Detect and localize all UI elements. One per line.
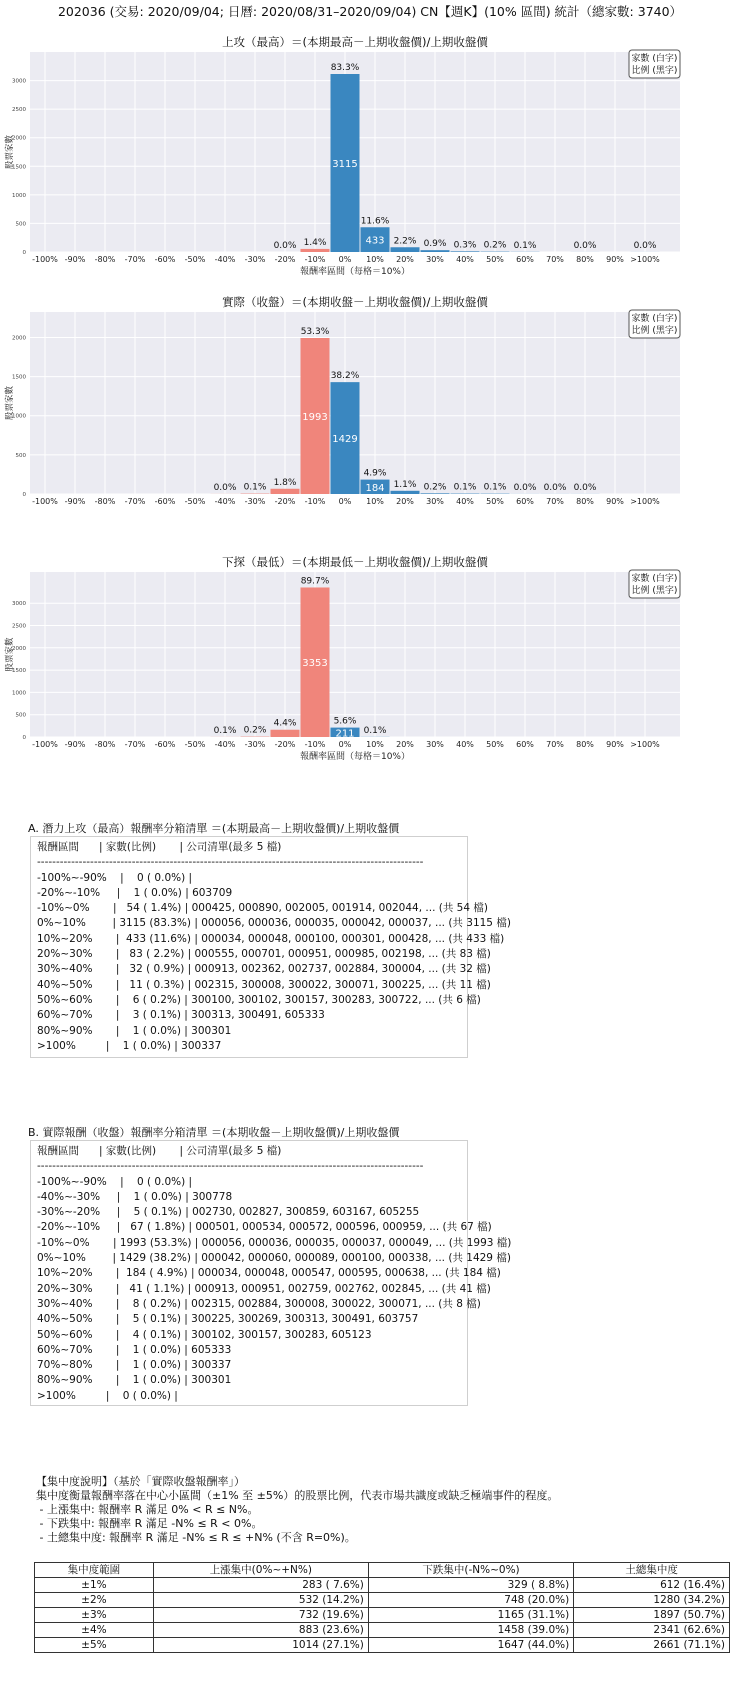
y-tick-label: 1500 [12, 164, 26, 171]
x-tick-label: 20% [396, 497, 414, 505]
bar [391, 491, 420, 494]
low-return-chart [0, 540, 740, 802]
y-tick-label: 2000 [12, 645, 26, 652]
x-tick-label: 50% [486, 497, 504, 505]
y-axis-label: 股票家數 [5, 385, 15, 421]
bar [271, 730, 300, 737]
legend-note: 比例 (黑字) [631, 66, 678, 76]
x-tick-label: 0% [338, 255, 352, 264]
list-line: 30%~40% | 32 ( 0.9%) | 000913, 002362, 002737, 002884, 300004, ... (共 32 檔) [37, 963, 491, 976]
x-tick-label: 10% [366, 497, 384, 505]
bar-pct-label: 11.6% [360, 216, 390, 227]
x-tick-label: -90% [64, 255, 86, 264]
table-cell: ±2% [35, 1593, 154, 1608]
y-axis-label: 股票家數 [5, 637, 15, 672]
y-tick-label: 2000 [12, 135, 26, 142]
x-tick-label: -100% [32, 255, 58, 264]
bar-pct-label: 0.2% [243, 725, 267, 736]
bar [421, 493, 450, 494]
table-cell: 1165 (31.1%) [368, 1608, 573, 1623]
bar-pct-label: 0.1% [243, 482, 267, 493]
table-header-cell: 集中度範圍 [35, 1563, 154, 1578]
plot-background [30, 572, 680, 740]
x-tick-label: >100% [630, 497, 660, 505]
x-tick-label: 70% [546, 740, 564, 749]
x-tick-label: 60% [516, 740, 534, 749]
list-line: 80%~90% | 1 ( 0.0%) | 300301 [37, 1374, 232, 1387]
x-tick-label: 60% [516, 497, 534, 505]
list-line: 報酬區間 | 家數(比例) | 公司清單(最多 5 檔) [37, 1145, 282, 1157]
x-tick-label: -50% [184, 497, 206, 505]
x-tick-label: -50% [184, 255, 206, 264]
bar-pct-label: 0.0% [543, 482, 567, 493]
table-cell: 1014 (27.1%) [153, 1638, 368, 1653]
bar-pct-label: 0.0% [273, 241, 297, 251]
x-tick-label: -60% [154, 497, 176, 505]
bar-pct-label: 0.9% [423, 239, 447, 250]
section-b-list [30, 1140, 512, 1406]
section-a-list [30, 836, 511, 1058]
bar-count-label: 184 [365, 482, 385, 494]
x-tick-label: -30% [244, 255, 266, 264]
bar-pct-label: 1.4% [303, 237, 327, 248]
list-line: 80%~90% | 1 ( 0.0%) | 300301 [37, 1024, 232, 1037]
x-tick-label: -80% [94, 497, 116, 505]
list-line: 50%~60% | 4 ( 0.1%) | 300102, 300157, 300283, 605123 [37, 1328, 372, 1341]
bar [421, 250, 450, 252]
y-tick-label: 3000 [12, 78, 26, 85]
x-tick-label: -60% [154, 740, 176, 749]
x-tick-label: -70% [124, 255, 146, 264]
list-line: -10%~0% | 1993 (53.3%) | 000056, 000036, 000035, 000037, 000049, ... (共 1993 檔) [37, 1236, 512, 1249]
x-tick-label: -20% [274, 740, 296, 749]
x-tick-label: 90% [606, 740, 624, 749]
bar-pct-label: 53.3% [300, 326, 330, 337]
bar-pct-label: 0.1% [363, 725, 387, 736]
concentration-table-header [35, 1563, 730, 1578]
bar-count-label: 211 [335, 728, 355, 740]
table-cell: 283 ( 7.6%) [153, 1578, 368, 1593]
x-tick-label: -10% [304, 255, 326, 264]
x-tick-label: 50% [486, 740, 504, 749]
high-return-chart [0, 20, 740, 282]
bar-pct-label: 0.1% [513, 240, 537, 251]
table-cell: 329 ( 8.8%) [368, 1578, 573, 1593]
x-tick-label: 80% [576, 740, 594, 749]
bar-count-label: 1429 [332, 434, 358, 446]
x-tick-label: -40% [214, 497, 236, 505]
x-tick-label: -90% [64, 497, 86, 505]
list-line: -10%~0% | 54 ( 1.4%) | 000425, 000890, 002005, 001914, 002044, ... (共 54 檔) [37, 902, 488, 915]
list-line: 10%~20% | 433 (11.6%) | 000034, 000048, 000100, 000301, 000428, ... (共 433 檔) [37, 932, 505, 945]
list-line: -20%~-10% | 67 ( 1.8%) | 000501, 000534, 000572, 000596, 000959, ... (共 67 檔) [37, 1221, 492, 1234]
x-tick-label: >100% [630, 740, 660, 749]
bar-pct-label: 89.7% [300, 576, 330, 587]
table-cell: 1897 (50.7%) [574, 1608, 730, 1623]
x-tick-label: 60% [516, 255, 534, 264]
table-row [35, 1593, 730, 1608]
x-tick-label: -60% [154, 255, 176, 264]
x-tick-label: 80% [576, 497, 594, 505]
x-tick-label: 10% [366, 740, 384, 749]
section-b-title: B. 實際報酬（收盤）報酬率分箱清單 ＝(本期收盤－上期收盤價)/上期收盤價 [28, 1126, 400, 1139]
x-axis-label: 報酬率區間（每格＝10%） [299, 267, 411, 277]
table-row [35, 1608, 730, 1623]
y-tick-label: 1500 [12, 668, 26, 675]
x-tick-label: 30% [426, 497, 444, 505]
bar-pct-label: 1.1% [393, 479, 417, 490]
table-cell: 1647 (44.0%) [368, 1638, 573, 1653]
x-tick-label: -30% [244, 497, 266, 505]
list-line: 60%~70% | 3 ( 0.1%) | 300313, 300491, 605333 [37, 1009, 325, 1022]
table-row [35, 1578, 730, 1593]
list-line: -20%~-10% | 1 ( 0.0%) | 603709 [37, 886, 233, 899]
bar-pct-label: 0.0% [573, 482, 597, 493]
y-tick-label: 1000 [12, 413, 26, 420]
list-line: 報酬區間 | 家數(比例) | 公司清單(最多 5 檔) [37, 841, 282, 853]
x-tick-label: -80% [94, 740, 116, 749]
x-tick-label: 90% [606, 255, 624, 264]
bar-count-label: 1993 [302, 411, 328, 423]
section-a-title: A. 潛力上攻（最高）報酬率分箱清單 ＝(本期最高－上期收盤價)/上期收盤價 [28, 822, 400, 835]
x-tick-label: 30% [426, 740, 444, 749]
list-line: -30%~-20% | 5 ( 0.1%) | 002730, 002827, 300859, 603167, 605255 [37, 1206, 420, 1219]
bar-pct-label: 0.1% [483, 482, 507, 493]
x-tick-label: 0% [338, 497, 352, 505]
page-title: 202036 (交易: 2020/09/04; 日曆: 2020/08/31–2020/09/04) CN【週K】(10% 區間) 統計（總家數: 3740） [57, 4, 683, 19]
list-line: 60%~70% | 1 ( 0.0%) | 605333 [37, 1343, 232, 1356]
x-tick-label: -70% [124, 740, 146, 749]
list-line: 0%~10% | 3115 (83.3%) | 000056, 000036, 000035, 000042, 000037, ... (共 3115 檔) [37, 917, 511, 930]
bar-pct-label: 0.3% [453, 240, 477, 251]
bar [391, 247, 420, 252]
list-line: >100% | 0 ( 0.0%) | [37, 1389, 178, 1402]
table-header-cell: 下跌集中(-N%~0%) [368, 1563, 573, 1578]
x-tick-label: >100% [630, 255, 660, 264]
y-tick-label: 2500 [12, 107, 26, 114]
legend-note: 家數 (白字) [631, 314, 678, 324]
list-line: >100% | 1 ( 0.0%) | 300337 [37, 1039, 222, 1052]
bar [271, 489, 300, 494]
y-tick-label: 0 [22, 492, 26, 498]
x-tick-label: 90% [606, 497, 624, 505]
bar-pct-label: 38.2% [330, 371, 360, 382]
table-cell: 732 (19.6%) [153, 1608, 368, 1623]
list-line: -100%~-90% | 0 ( 0.0%) | [37, 1175, 193, 1188]
x-tick-label: 30% [426, 255, 444, 264]
concentration-note-line: - 土總集中度: 報酬率 R 滿足 -N% ≤ R ≤ +N% (不含 R=0%)。 [36, 1531, 356, 1544]
y-tick-label: 500 [15, 221, 26, 228]
table-cell: 1458 (39.0%) [368, 1623, 573, 1638]
y-tick-label: 2500 [12, 623, 26, 630]
list-line: -40%~-30% | 1 ( 0.0%) | 300778 [37, 1190, 233, 1203]
x-tick-label: 80% [576, 255, 594, 264]
bar-pct-label: 5.6% [333, 716, 357, 727]
table-header-cell: 上漲集中(0%~+N%) [153, 1563, 368, 1578]
x-tick-label: -10% [304, 740, 326, 749]
table-cell: 1280 (34.2%) [574, 1593, 730, 1608]
bar-count-label: 433 [365, 235, 385, 247]
table-cell: ±5% [35, 1638, 154, 1653]
x-tick-label: 10% [366, 255, 384, 264]
x-tick-label: -90% [64, 740, 86, 749]
chart-title: 上攻（最高）＝(本期最高－上期收盤價)/上期收盤價 [222, 35, 488, 49]
list-line: ------------------------------------------------------------------------------------------------------ [37, 1160, 424, 1173]
table-row [35, 1623, 730, 1638]
y-tick-label: 1500 [12, 374, 26, 381]
y-axis-label: 股票家數 [5, 134, 15, 170]
close-return-chart [0, 280, 740, 505]
list-line: ------------------------------------------------------------------------------------------------------ [37, 856, 424, 869]
list-line: 40%~50% | 11 ( 0.3%) | 002315, 300008, 300022, 300071, 300225, ... (共 11 檔) [37, 978, 491, 991]
bar-pct-label: 0.1% [453, 482, 477, 493]
legend-note: 家數 (白字) [631, 574, 678, 584]
list-line: 30%~40% | 8 ( 0.2%) | 002315, 002884, 300008, 300022, 300071, ... (共 8 檔) [37, 1297, 481, 1310]
concentration-note-line: - 上漲集中: 報酬率 R 滿足 0% < R ≤ N%。 [36, 1503, 259, 1516]
concentration-note-line: - 下跌集中: 報酬率 R 滿足 -N% ≤ R < 0%。 [36, 1517, 263, 1530]
x-tick-label: -10% [304, 497, 326, 505]
bar-pct-label: 1.8% [273, 477, 297, 488]
x-tick-label: -100% [32, 497, 58, 505]
y-tick-label: 1000 [12, 192, 26, 199]
table-cell: 612 (16.4%) [574, 1578, 730, 1593]
x-tick-label: -80% [94, 255, 116, 264]
x-tick-label: 0% [338, 740, 352, 749]
chart-title: 實際（收盤）＝(本期收盤－上期收盤價)/上期收盤價 [222, 295, 488, 309]
concentration-note-line: 集中度衡量報酬率落在中心小區間（±1% 至 ±5%）的股票比例，代表市場共識度或缺乏極端事件的程度。 [36, 1489, 559, 1502]
bar-pct-label: 0.0% [513, 482, 537, 493]
bar [451, 251, 480, 252]
y-tick-label: 2000 [12, 335, 26, 342]
x-tick-label: 50% [486, 255, 504, 264]
list-line: 50%~60% | 6 ( 0.2%) | 300100, 300102, 300157, 300283, 300722, ... (共 6 檔) [37, 993, 481, 1006]
x-tick-label: -50% [184, 740, 206, 749]
concentration-notes [36, 1475, 558, 1545]
bar [301, 249, 330, 252]
bar-pct-label: 0.0% [573, 240, 597, 251]
legend-note: 比例 (黑字) [631, 586, 678, 596]
x-tick-label: 70% [546, 255, 564, 264]
list-line: 20%~30% | 83 ( 2.2%) | 000555, 000701, 000951, 000985, 002198, ... (共 83 檔) [37, 948, 491, 961]
x-tick-label: 40% [456, 255, 474, 264]
table-cell: ±1% [35, 1578, 154, 1593]
table-cell: 2341 (62.6%) [574, 1623, 730, 1638]
concentration-table [34, 1562, 730, 1653]
bar-pct-label: 0.1% [213, 725, 237, 736]
x-tick-label: 40% [456, 740, 474, 749]
bar-pct-label: 0.2% [483, 240, 507, 251]
legend-note: 比例 (黑字) [631, 326, 678, 336]
chart-title: 下探（最低）＝(本期最低－上期收盤價)/上期收盤價 [222, 555, 488, 569]
x-tick-label: 40% [456, 497, 474, 505]
bar-count-label: 3115 [332, 159, 358, 170]
bar-pct-label: 0.0% [213, 482, 237, 493]
bar-pct-label: 83.3% [330, 63, 360, 73]
legend-note: 家數 (白字) [631, 54, 678, 64]
x-tick-label: -100% [32, 740, 58, 749]
x-tick-label: -30% [244, 740, 266, 749]
bar-pct-label: 0.0% [633, 240, 657, 251]
bar-pct-label: 4.4% [273, 718, 297, 729]
table-cell: 748 (20.0%) [368, 1593, 573, 1608]
y-tick-label: 0 [22, 250, 26, 256]
list-line: -100%~-90% | 0 ( 0.0%) | [37, 871, 193, 884]
table-cell: 883 (23.6%) [153, 1623, 368, 1638]
x-tick-label: -40% [214, 740, 236, 749]
table-row [35, 1638, 730, 1653]
y-tick-label: 1000 [12, 690, 26, 697]
list-line: 40%~50% | 5 ( 0.1%) | 300225, 300269, 300313, 300491, 603757 [37, 1313, 419, 1326]
x-tick-label: 20% [396, 255, 414, 264]
x-tick-label: -20% [274, 255, 296, 264]
y-tick-label: 500 [15, 712, 26, 719]
bar-count-label: 3353 [302, 658, 328, 670]
table-cell: ±3% [35, 1608, 154, 1623]
y-tick-label: 500 [15, 452, 26, 459]
x-tick-label: -40% [214, 255, 236, 264]
table-cell: 2661 (71.1%) [574, 1638, 730, 1653]
x-tick-label: 20% [396, 740, 414, 749]
y-tick-label: 3000 [12, 601, 26, 608]
x-axis-label: 報酬率區間（每格＝10%） [299, 752, 411, 762]
list-line: 20%~30% | 41 ( 1.1%) | 000913, 000951, 002759, 002762, 002845, ... (共 41 檔) [37, 1282, 491, 1295]
y-tick-label: 0 [22, 735, 26, 741]
table-cell: ±4% [35, 1623, 154, 1638]
bar-pct-label: 2.2% [393, 236, 417, 247]
concentration-note-line: 【集中度說明】（基於「實際收盤報酬率」） [36, 1475, 245, 1488]
bar-pct-label: 0.2% [423, 482, 447, 493]
list-line: 70%~80% | 1 ( 0.0%) | 300337 [37, 1359, 232, 1372]
x-tick-label: -20% [274, 497, 296, 505]
list-line: 10%~20% | 184 ( 4.9%) | 000034, 000048, 000547, 000595, 000638, ... (共 184 檔) [37, 1267, 501, 1280]
list-line: 0%~10% | 1429 (38.2%) | 000042, 000060, 000089, 000100, 000338, ... (共 1429 檔) [37, 1252, 511, 1265]
table-header-cell: 土總集中度 [574, 1563, 730, 1578]
x-tick-label: -70% [124, 497, 146, 505]
table-cell: 532 (14.2%) [153, 1593, 368, 1608]
x-tick-label: 70% [546, 497, 564, 505]
bar-pct-label: 4.9% [363, 468, 387, 479]
